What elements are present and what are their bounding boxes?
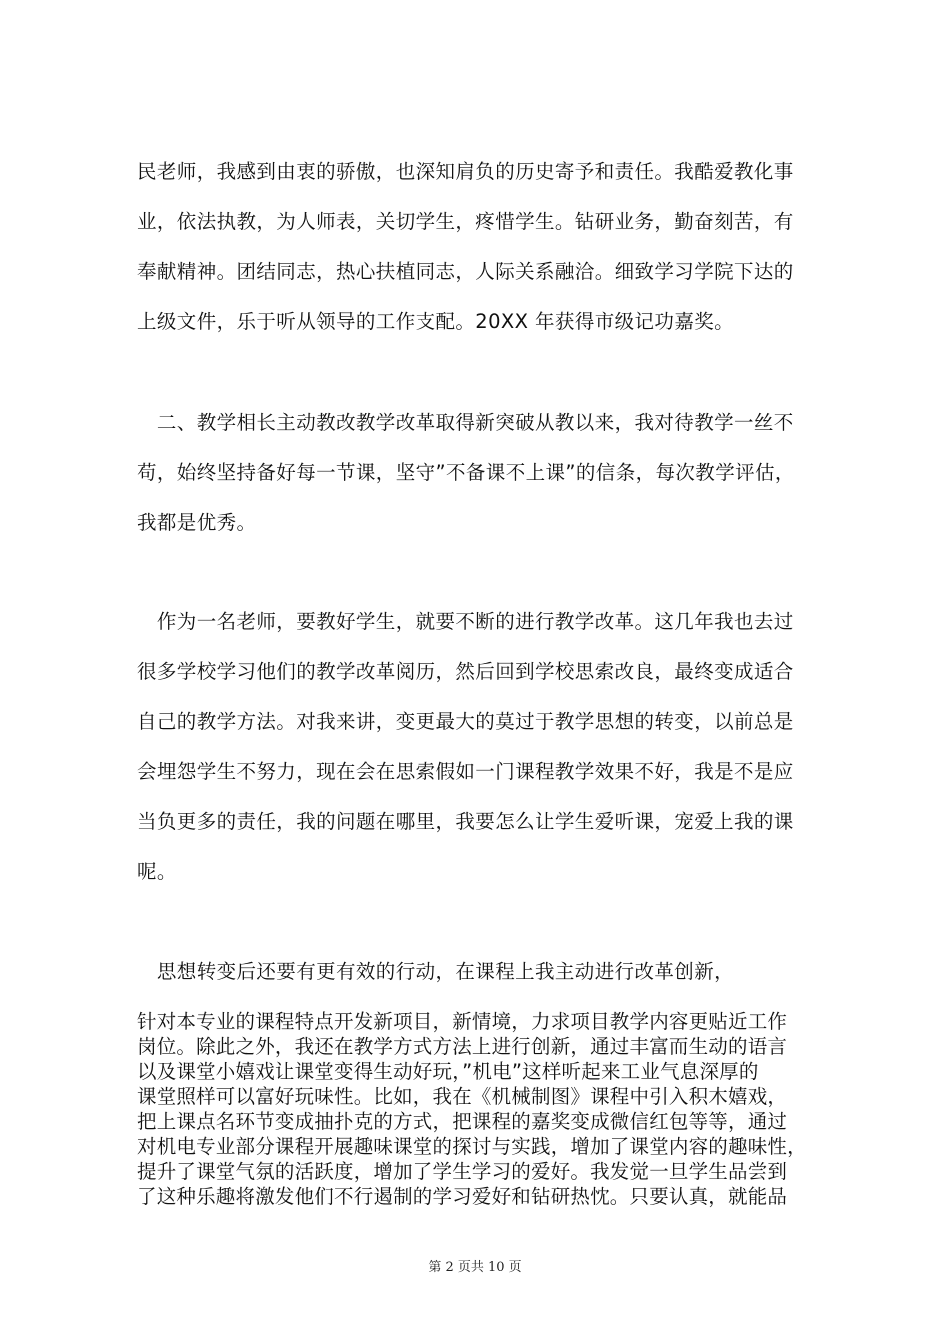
paragraph-1-line-2: 业，依法执教，为人师表，关切学生，疼惜学生。钻研业务，勤奋刻苦，有: [137, 210, 794, 233]
paragraph-3-line-6: 呢。: [137, 860, 177, 883]
paragraph-4-line-6: 把上课点名环节变成抽扑克的方式，把课程的嘉奖变成微信红包等等，通过: [137, 1110, 788, 1133]
paragraph-4-line-4: 以及课堂小嬉戏让课堂变得生动好玩，”机电”这样听起来工业气息深厚的: [137, 1060, 759, 1083]
paragraph-4-line-7: 对机电专业部分课程开展趣味课堂的探讨与实践，增加了课堂内容的趣味性，: [137, 1135, 807, 1158]
paragraph-3-line-1: 作为一名老师，要教好学生，就要不断的进行教学改革。这几年我也去过: [137, 610, 794, 633]
paragraph-1-line-1: 民老师，我感到由衷的骄傲，也深知肩负的历史寄予和责任。我酷爱教化事: [137, 160, 794, 183]
paragraph-3-line-4: 会埋怨学生不努力，现在会在思索假如一门课程教学效果不好，我是不是应: [137, 760, 794, 783]
paragraph-2-line-1: 二、教学相长主动教改教学改革取得新突破从教以来，我对待教学一丝不: [137, 411, 794, 434]
paragraph-2-line-2: 苟，始终坚持备好每一节课，坚守”不备课不上课”的信条，每次教学评估，: [137, 461, 795, 484]
paragraph-4-line-5: 课堂照样可以富好玩味性。比如，我在《机械制图》课程中引入积木嬉戏，: [137, 1085, 788, 1108]
paragraph-4-line-9: 了这种乐趣将激发他们不行遏制的学习爱好和钻研热忱。只要认真，就能品: [137, 1185, 788, 1208]
paragraph-4-line-8: 提升了课堂气氛的活跃度，增加了学生学习的爱好。我发觉一旦学生品尝到: [137, 1160, 788, 1183]
paragraph-1-line-4: 上级文件，乐于听从领导的工作支配。20XX 年获得市级记功嘉奖。: [137, 310, 735, 333]
paragraph-4-line-2: 针对本专业的课程特点开发新项目，新情境，力求项目教学内容更贴近工作: [137, 1010, 788, 1033]
paragraph-3-line-3: 自己的教学方法。对我来讲，变更最大的莫过于教学思想的转变，以前总是: [137, 710, 794, 733]
paragraph-2-line-3: 我都是优秀。: [137, 511, 257, 534]
paragraph-4-line-3: 岗位。除此之外，我还在教学方式方法上进行创新，通过丰富而生动的语言: [137, 1035, 788, 1058]
paragraph-4-line-1: 思想转变后还要有更有效的行动，在课程上我主动进行改革创新，: [137, 960, 735, 983]
paragraph-1-line-3: 奉献精神。团结同志，热心扶植同志，人际关系融洽。细致学习学院下达的: [137, 260, 794, 283]
page-footer: 第 2 页共 10 页: [428, 1260, 522, 1275]
paragraph-3-line-5: 当负更多的责任，我的问题在哪里，我要怎么让学生爱听课，宠爱上我的课: [137, 810, 794, 833]
paragraph-3-line-2: 很多学校学习他们的教学改革阅历，然后回到学校思索改良，最终变成适合: [137, 660, 794, 683]
